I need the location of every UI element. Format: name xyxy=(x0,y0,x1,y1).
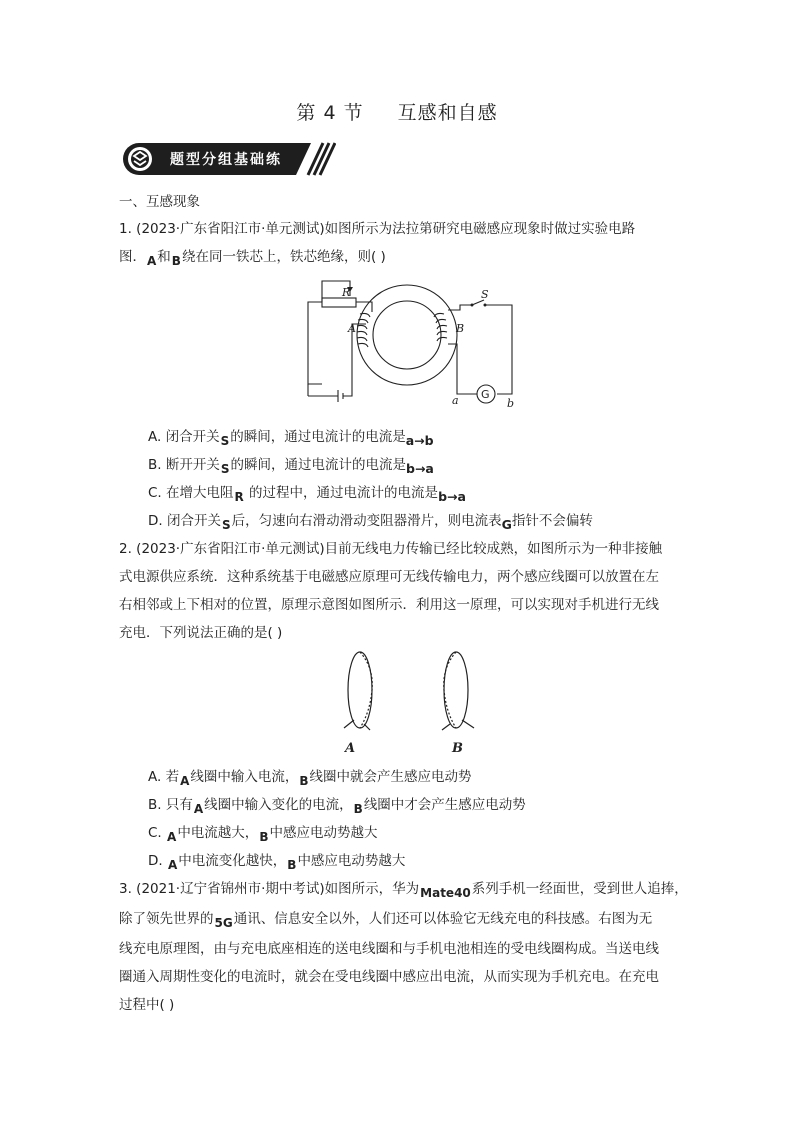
q3-line2: 除了领先世界的5G通讯、信息安全以外，人们还可以体验它无线充电的科技感。右图为无 xyxy=(119,911,653,930)
symbol-b: B xyxy=(171,254,181,268)
network-gen: 5G xyxy=(214,916,233,930)
q3-line1: 3. (2021·辽宁省锦州市·期中考试)如图所示，华为Mate40系列手机一经面世，受到世人追捧， xyxy=(119,881,688,900)
q1-option-d[interactable]: D. 闭合开关S后，匀速向右滑动滑动变阻器滑片，则电流表G指针不会偏转 xyxy=(148,513,593,532)
q2-option-c[interactable]: C. A中电流越大，B中感应电动势越大 xyxy=(148,825,378,844)
label-a: a xyxy=(452,394,459,407)
q2-coil-diagram xyxy=(338,648,488,758)
coil-label-b: B xyxy=(452,741,463,756)
q1-line2: 图．A和B绕在同一铁芯上，铁芯绝缘，则( ) xyxy=(119,249,386,268)
section-name: 互感和自感 xyxy=(397,102,498,124)
q2-line4: 充电．下列说法正确的是( ) xyxy=(119,625,283,641)
symbol-a: A xyxy=(147,254,157,268)
coil-label-a: A xyxy=(345,741,356,756)
q3-line3: 线充电原理图，由与充电底座相连的送电线圈和与手机电池相连的受电线圈构成。当送电线 xyxy=(119,941,659,957)
label-S: S xyxy=(481,288,489,301)
q3-line4: 圈通入周期性变化的电流时，就会在受电线圈中感应出电流，从而实现为手机充电。在充电 xyxy=(119,969,659,985)
q2-option-a[interactable]: A. 若A线圈中输入电流，B线圈中就会产生感应电动势 xyxy=(148,769,472,788)
q1-circuit-diagram xyxy=(300,276,530,412)
section-heading: 一、互感现象 xyxy=(119,194,200,210)
galvanometer-label: G xyxy=(481,388,490,401)
q2-line2: 式电源供应系统．这种系统基于电磁感应原理可无线传输电力，两个感应线圈可以放置在左 xyxy=(119,569,659,585)
banner-label: 题型分组基础练 xyxy=(170,152,282,168)
q2-line3: 右相邻或上下相对的位置，原理示意图如图所示．利用这一原理，可以实现对手机进行无线 xyxy=(119,597,659,613)
q1-option-b[interactable]: B. 断开开关S的瞬间，通过电流计的电流是b→a xyxy=(148,457,434,476)
page-title xyxy=(0,98,794,125)
label-R: R xyxy=(342,286,351,299)
label-A: A xyxy=(348,322,356,335)
q1-option-c[interactable]: C. 在增大电阻R 的过程中，通过电流计的电流是b→a xyxy=(148,485,466,504)
label-b: b xyxy=(507,397,515,410)
q1-line1: 1. (2023·广东省阳江市·单元测试)如图所示为法拉第研究电磁感应现象时做过实验电路 xyxy=(119,221,636,237)
label-B: B xyxy=(456,322,465,335)
phone-model: Mate40 xyxy=(420,886,471,900)
section-number: 第 4 节 xyxy=(296,102,364,124)
q2-line1: 2. (2023·广东省阳江市·单元测试)目前无线电力传输已经比较成熟，如图所示为一种非接触 xyxy=(119,541,663,557)
q1-option-a[interactable]: A. 闭合开关S的瞬间，通过电流计的电流是a→b xyxy=(148,429,434,448)
q3-line5: 过程中( ) xyxy=(119,997,175,1013)
q2-option-b[interactable]: B. 只有A线圈中输入变化的电流，B线圈中才会产生感应电动势 xyxy=(148,797,526,816)
q2-option-d[interactable]: D. A中电流变化越快，B中感应电动势越大 xyxy=(148,853,406,872)
